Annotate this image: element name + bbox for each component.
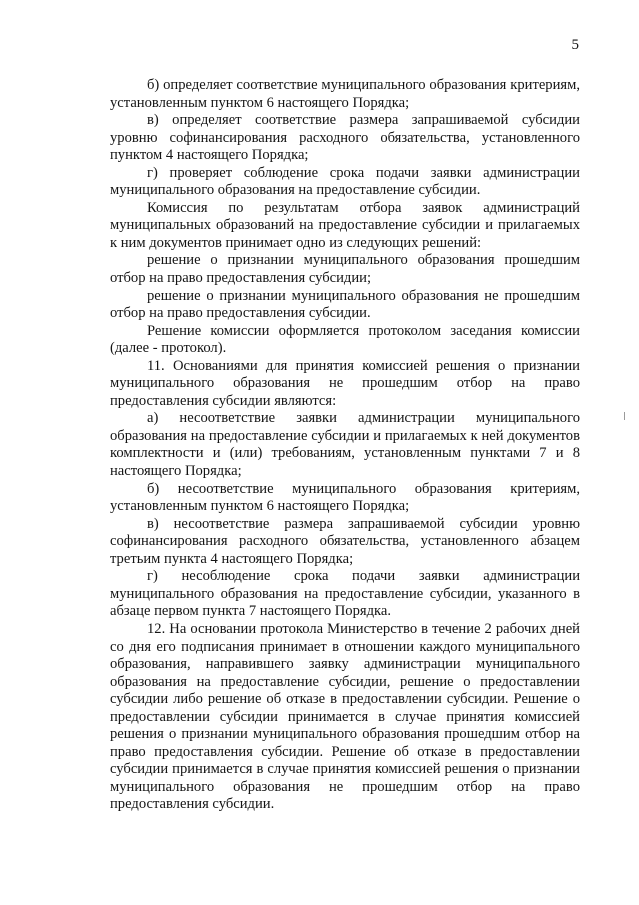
paragraph-decision-passed: решение о признании муниципального образования прошедшим отбор на право предоставления субсидии; (110, 252, 580, 287)
paragraph-protocol: Решение комиссии оформляется протоколом заседания комиссии (далее - протокол). (110, 322, 580, 357)
paragraph-12-ministry-decision: 12. На основании протокола Министерство в течение 2 рабочих дней со дня его подписания принимает в отношении каждого муниципального образования, направившего заявку администрации муниципального образования на предоставление субсидии, решение о предоставлении субсидии либо решение об отказе в предоставлении субсидии. Решение о предоставлении субсидии принимается в случае принятия комиссией решения о признании муниципального образования прошедшим отбор на право предоставления субсидии. Решение об отказе в предоставлении субсидии принимается в случае принятия комиссией решения о признании муниципального образования не прошедшим отбор на право предоставления субсидии. (110, 620, 580, 813)
paragraph-g-deadline: г) проверяет соблюдение срока подачи заявки администрации муниципального образования на предоставление субсидии. (110, 164, 580, 199)
paragraph-11-v: в) несоответствие размера запрашиваемой субсидии уровню софинансирования расходного обязательства, установленного абзацем третьим пункта 4 настоящего Порядка; (110, 515, 580, 567)
paragraph-v-cofinancing: в) определяет соответствие размера запрашиваемой субсидии уровню софинансирования расходного обязательства, установленного пунктом 4 настоящего Порядка; (110, 112, 580, 164)
paragraph-decision-not-passed: решение о признании муниципального образования не прошедшим отбор на право предоставления субсидии. (110, 287, 580, 322)
paragraph-commission-decisions: Комиссия по результатам отбора заявок администраций муниципальных образований на предоставление субсидии и прилагаемых к ним документов принимает одно из следующих решений: (110, 199, 580, 251)
scan-mark (624, 412, 625, 420)
page-number: 5 (571, 37, 579, 53)
paragraph-11-grounds: 11. Основаниями для принятия комиссией решения о признании муниципального образования не прошедшим отбор на право предоставления субсидии являются: (110, 357, 580, 409)
paragraph-b-criteria: б) определяет соответствие муниципального образования критериям, установленным пунктом 6 настоящего Порядка; (110, 77, 580, 111)
paragraph-11-a: а) несоответствие заявки администрации муниципального образования на предоставление субсидии и прилагаемых к ней документов комплектности и (или) требованиям, установленным пунктами 7 и 8 настоящего Порядка; (110, 410, 580, 480)
paragraph-11-b: б) несоответствие муниципального образования критериям, установленным пунктом 6 настоящего Порядка; (110, 480, 580, 515)
paragraph-11-g: г) несоблюдение срока подачи заявки администрации муниципального образования на предоставление субсидии, указанного в абзаце первом пункта 7 настоящего Порядка. (110, 568, 580, 620)
document-body (110, 77, 580, 814)
